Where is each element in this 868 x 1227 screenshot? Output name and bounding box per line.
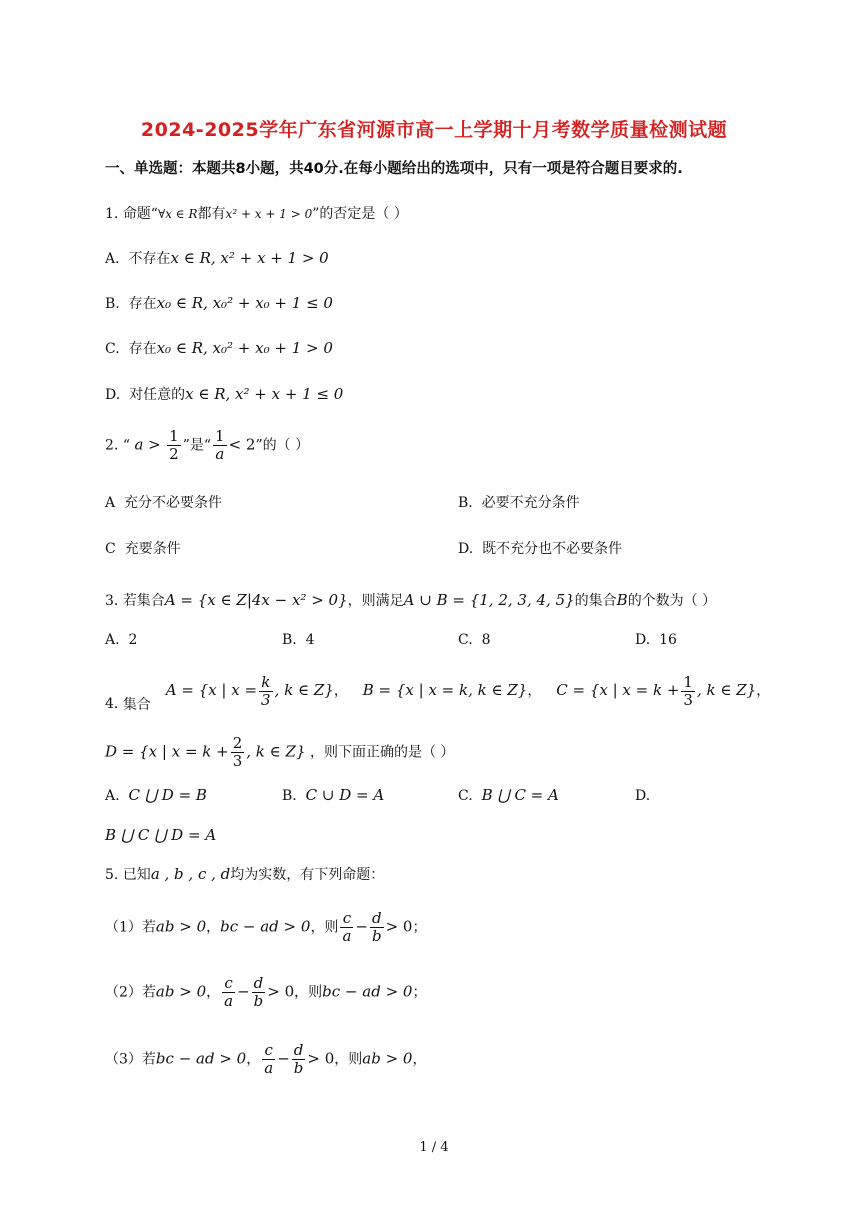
q3-stem: 3. 若集合A = {x ∈ Z|4x − x² > 0}，则满足A ∪ B = {1, 2, 3, 4, 5}的集合B的个数为（ ） (105, 591, 717, 609)
section-heading: 一、单选题：本题共8小题，共40分.在每小题给出的选项中，只有一项是符合题目要求的. (105, 161, 683, 177)
page-number: 1 / 4 (419, 1140, 449, 1155)
q4-number: 4. (105, 696, 119, 712)
q4-option-d[interactable]: B ⋃ C ⋃ D = A (105, 826, 217, 844)
q2-number: 2. (105, 437, 119, 454)
fraction-one-half: $\frac{1}{2}$ (169, 427, 179, 463)
q3-option-d[interactable]: D. 16 (635, 632, 677, 648)
q3-option-b[interactable]: B. 4 (282, 632, 315, 648)
q5-number: 5. (105, 867, 119, 883)
q2-option-a[interactable]: A 充分不必要条件 (105, 495, 223, 511)
q5-item-3: （3）若bc − ad > 0， $\frac{c}{a}$ − $\frac{d}{b}$ > 0，则ab > 0， (105, 1041, 427, 1077)
q4-option-b[interactable]: B. C ∪ D = A (282, 786, 385, 804)
q5-item-1: （1）若ab > 0，bc − ad > 0，则 $\frac{c}{a}$ − $\frac{d}{b}$ > 0； (105, 909, 427, 945)
q2-stem: 2. “ a > $\frac{1}{2}$ ”是“ $\frac{1}{a}$ < 2”的（ ） (105, 427, 310, 463)
q5-item-2: （2）若ab > 0， $\frac{c}{a}$ − $\frac{d}{b}$ > 0，则bc − ad > 0； (105, 974, 427, 1010)
q1-number: 1. (105, 206, 119, 222)
q3-option-c[interactable]: C. 8 (458, 632, 491, 648)
q1-option-d[interactable]: D. 对任意的x ∈ R, x² + x + 1 ≤ 0 (105, 385, 344, 403)
q1-option-c[interactable]: C. 存在x₀ ∈ R, x₀² + x₀ + 1 > 0 (105, 339, 333, 357)
q2-option-c[interactable]: C 充要条件 (105, 541, 181, 557)
fraction-two-thirds: $\frac{2}{3}$ (232, 734, 243, 770)
q2-option-b[interactable]: B. 必要不充分条件 (458, 495, 580, 511)
q2-option-d[interactable]: D. 既不充分也不必要条件 (458, 541, 623, 557)
q3-number: 3. (105, 593, 119, 609)
fraction-one-over-a: $\frac{1}{a}$ (215, 427, 225, 463)
document-title: 2024-2025学年广东省河源市高一上学期十月考数学质量检测试题 (140, 119, 728, 141)
q1-stem: 1. 命题“∀x ∈ R都有x² + x + 1 > 0”的否定是（ ） (105, 206, 408, 222)
fraction-k-over-3: $\frac{k}{3}$ (261, 672, 271, 709)
q4-stem-line1: 4. 集合 A = {x | x = $\frac{k}{3}$ , k ∈ Z}， B = {x | x = k, k ∈ Z}， C = {x | x = k + $\frac{1}{3}$ , k ∈ Z}， (105, 672, 771, 713)
q1-option-a[interactable]: A. 不存在x ∈ R, x² + x + 1 > 0 (105, 249, 329, 267)
q4-option-c[interactable]: C. B ⋃ C = A (458, 786, 559, 804)
q3-option-a[interactable]: A. 2 (105, 632, 138, 648)
q4-option-d-label[interactable]: D. (635, 788, 651, 804)
q1-option-b[interactable]: B. 存在x₀ ∈ R, x₀² + x₀ + 1 ≤ 0 (105, 294, 333, 312)
q4-option-a[interactable]: A. C ⋃ D = B (105, 786, 207, 804)
q5-stem: 5. 已知a , b , c , d均为实数，有下列命题： (105, 865, 385, 883)
q4-stem-line2: D = {x | x = k + $\frac{2}{3}$ , k ∈ Z} ，则下面正确的是（ ） (105, 734, 455, 770)
fraction-one-third: $\frac{1}{3}$ (683, 672, 693, 709)
